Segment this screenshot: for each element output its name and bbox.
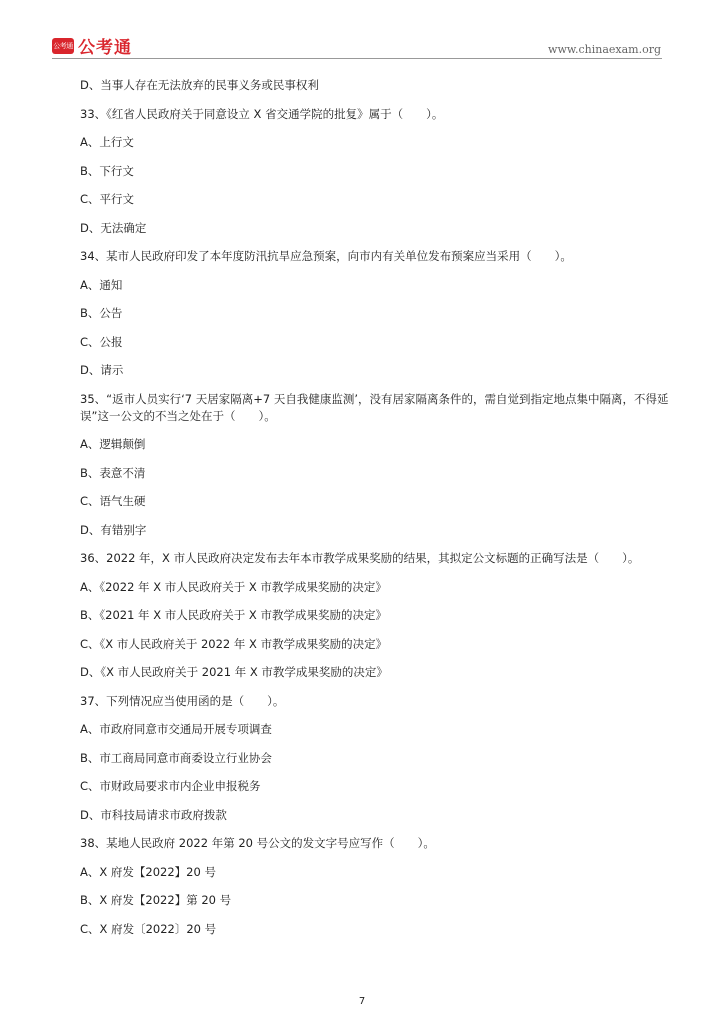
option-line: D、有错别字 xyxy=(80,522,147,537)
option-line: C、市财政局要求市内企业申报税务 xyxy=(80,779,261,793)
option-line: C、X 府发〔2022〕20 号 xyxy=(80,921,217,936)
option-line: D、无法确定 xyxy=(80,220,147,235)
option-line: C、公报 xyxy=(80,334,123,349)
question-37: 37、下列情况应当使用函的是（ ）。 xyxy=(80,693,285,708)
option-line: D、请示 xyxy=(80,363,124,377)
option-line: B、《2021 年 X 市人民政府关于 X 市教学成果奖励的决定》 xyxy=(80,608,387,622)
question-34: 34、某市人民政府印发了本年度防汛抗旱应急预案，向市内有关单位发布预案应当采用（ ）。 xyxy=(80,249,572,263)
page-header xyxy=(0,0,724,62)
option-line: A、逻辑颠倒 xyxy=(80,437,146,451)
option-line: A、《2022 年 X 市人民政府关于 X 市教学成果奖励的决定》 xyxy=(80,579,387,594)
logo-text: 公考通 xyxy=(78,38,132,58)
page-number: 7 xyxy=(358,996,366,1007)
question-38: 38、某地人民政府 2022 年第 20 号公文的发文字号应写作（ ）。 xyxy=(80,836,435,850)
option-line: B、市工商局同意市商委设立行业协会 xyxy=(80,750,272,765)
option-line: D、市科技局请求市政府拨款 xyxy=(80,807,227,822)
option-line: D、当事人存在无法放弃的民事义务或民事权利 xyxy=(80,78,319,92)
option-line: B、X 府发【2022】第 20 号 xyxy=(80,893,232,907)
option-line: C、平行文 xyxy=(80,192,135,206)
document-body xyxy=(80,77,670,949)
logo xyxy=(52,33,132,58)
option-line: B、表意不清 xyxy=(80,465,146,480)
question-36: 36、2022 年，X 市人民政府决定发布去年本市教学成果奖励的结果，其拟定公文标题的正确写法是（ ）。 xyxy=(80,551,640,565)
option-line: B、公告 xyxy=(80,306,123,320)
logo-badge: 公考通 xyxy=(52,38,74,54)
option-line: B、下行文 xyxy=(80,163,134,178)
option-line: C、语气生硬 xyxy=(80,494,146,508)
option-line: D、《X 市人民政府关于 2021 年 X 市教学成果奖励的决定》 xyxy=(80,665,388,679)
option-line: C、《X 市人民政府关于 2022 年 X 市教学成果奖励的决定》 xyxy=(80,636,388,651)
option-line: A、上行文 xyxy=(80,135,134,149)
header-divider xyxy=(52,58,662,59)
option-line: A、通知 xyxy=(80,277,123,292)
question-35: 35、“返市人员实行‘7 天居家隔离+7 天自我健康监测’，没有居家隔离条件的，需自觉到指定地点集中隔离，不得延误”这一公文的不当之处在于（ ）。 xyxy=(80,391,669,423)
site-url: www.chinaexam.org xyxy=(548,43,661,56)
question-33: 33、《红省人民政府关于同意设立 X 省交通学院的批复》属于（ ）。 xyxy=(80,106,444,121)
option-line: A、X 府发【2022】20 号 xyxy=(80,864,216,879)
option-line: A、市政府同意市交通局开展专项调查 xyxy=(80,722,272,736)
